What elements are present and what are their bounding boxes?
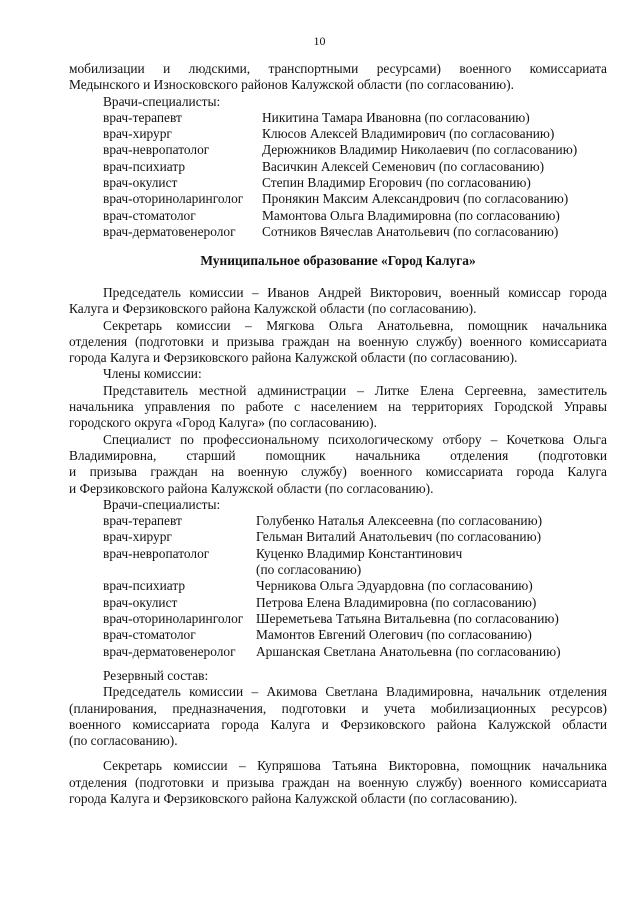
doctor-name: Степин Владимир Егорович (по согласованию) xyxy=(262,175,531,191)
doctor-name: Сотников Вячеслав Анатольевич (по согласованию) xyxy=(262,223,559,239)
list-item xyxy=(103,142,607,158)
doctor-role: врач-невропатолог xyxy=(103,142,210,158)
representative-line-1: Представитель местной администрации – Литке Елена Сергеевна, заместитель xyxy=(103,382,607,398)
doctor-role: врач-терапевт xyxy=(103,109,182,125)
doctor-role: врач-стоматолог xyxy=(103,207,196,223)
doctor-name: Куценко Владимир Константинович xyxy=(256,545,463,561)
list-item xyxy=(103,208,607,224)
reserve-chairman-line-4: (по согласованию). xyxy=(69,733,178,749)
reserve-section xyxy=(69,668,607,807)
doctor-role: врач-психиатр xyxy=(103,158,186,174)
list-item xyxy=(103,546,607,562)
page-number: 10 xyxy=(313,34,326,48)
representative-line-2: начальника управления по работе с населением на территориях Городской Управы xyxy=(69,399,607,415)
specialist-line-3: и призыва граждан на военную службу) военного комиссариата города Калуга xyxy=(69,464,607,480)
list-item xyxy=(103,644,607,660)
doctor-name: Васичкин Алексей Семенович (по согласованию) xyxy=(262,158,545,174)
members-title: Члены комиссии: xyxy=(103,366,202,382)
doctor-name: Клюсов Алексей Владимирович (по согласованию) xyxy=(262,126,555,142)
doctor-role: врач-окулист xyxy=(103,175,178,191)
chairman-line-2: Калуга и Ферзиковского района Калужской области (по согласованию). xyxy=(69,301,477,317)
intro-line-2: Медынского и Износковского районов Калужской области (по согласованию). xyxy=(69,77,514,93)
reserve-chairman-line-1: Председатель комиссии – Акимова Светлана Владимировна, начальник отделения xyxy=(103,684,607,700)
chairman-line-1: Председатель комиссии – Иванов Андрей Викторович, военный комиссар города xyxy=(103,285,607,300)
list-item xyxy=(103,159,607,175)
doctor-role: врач-терапевт xyxy=(103,513,182,529)
secretary-line-1: Секретарь комиссии – Мягкова Ольга Анатольевна, помощник начальника xyxy=(103,317,607,333)
doctor-role: врач-окулист xyxy=(103,594,178,610)
doctor-name-continuation: (по согласованию) xyxy=(256,562,362,578)
doctors2-title: Врачи-специалисты: xyxy=(103,496,221,512)
specialist-line-2: Владимировна, старший помощник начальника отделения (подготовки xyxy=(69,447,607,463)
doctor-role: врач-дерматовенеролог xyxy=(103,223,236,239)
list-item xyxy=(103,175,607,191)
doctor-role: врач-невропатолог xyxy=(103,545,210,561)
reserve-chairman-line-3: военного комиссариата города Калуга и Ферзиковского района Калужской области xyxy=(69,716,607,732)
doctor-name: Шереметьева Татьяна Витальевна (по согласованию) xyxy=(256,610,559,626)
specialist-line-1: Специалист по профессиональному психологическому отбору – Кочеткова Ольга xyxy=(103,431,607,447)
list-item xyxy=(103,595,607,611)
doctor-name: Аршанская Светлана Анатольевна (по согласованию) xyxy=(256,643,561,659)
doctors2-list xyxy=(69,513,607,660)
list-item xyxy=(103,627,607,643)
list-item xyxy=(103,529,607,545)
list-item xyxy=(103,110,607,126)
secretary-line-2: отделения (подготовки и призыва граждан на военную службу) военного комиссариата xyxy=(69,333,607,349)
doctor-name: Петрова Елена Владимировна (по согласованию) xyxy=(256,594,537,610)
doctor-role: врач-психиатр xyxy=(103,578,186,594)
reserve-secretary-line-1: Секретарь комиссии – Купряшова Татьяна Викторовна, помощник начальника xyxy=(103,758,607,774)
doctors1-list xyxy=(69,110,607,240)
doctor-role: врач-дерматовенеролог xyxy=(103,643,236,659)
list-item-continuation xyxy=(103,562,607,578)
list-item xyxy=(103,224,607,240)
list-item xyxy=(103,513,607,529)
list-item xyxy=(103,191,607,207)
doctor-role: врач-оториноларинголог xyxy=(103,191,244,207)
reserve-secretary-line-2: отделения (подготовки и призыва граждан на военную службу) военного комиссариата xyxy=(69,774,607,790)
list-item xyxy=(103,126,607,142)
doctor-name: Пронякин Максим Александрович (по согласованию) xyxy=(262,191,569,207)
doctor-role: врач-стоматолог xyxy=(103,627,196,643)
specialist-line-4: и Ферзиковского района Калужской области (по согласованию). xyxy=(69,480,434,496)
doctor-name: Мамонтов Евгений Олегович (по согласованию) xyxy=(256,627,532,643)
representative-line-3: городского округа «Город Калуга» (по согласованию). xyxy=(69,415,377,431)
doctor-name: Голубенко Наталья Алексеевна (по согласованию) xyxy=(256,513,543,529)
doctor-name: Гельман Виталий Анатольевич (по согласованию) xyxy=(256,529,542,545)
intro-line-1: мобилизации и людскими, транспортными ресурсами) военного комиссариата xyxy=(69,61,607,76)
section-heading: Муниципальное образование «Город Калуга» xyxy=(200,253,476,268)
doctor-name: Черникова Ольга Эдуардовна (по согласованию) xyxy=(256,578,533,594)
doctor-name: Дерюжников Владимир Николаевич (по согласованию) xyxy=(262,142,578,158)
intro-section xyxy=(69,61,607,240)
section-heading-wrap xyxy=(69,253,607,269)
reserve-chairman-line-2: (планирования, предназначения, подготовки и учета мобилизационных ресурсов) xyxy=(69,700,607,716)
doctor-name: Никитина Тамара Ивановна (по согласованию) xyxy=(262,109,530,125)
reserve-secretary-line-3: города Калуга и Ферзиковского района Калужской области (по согласованию). xyxy=(69,791,518,807)
secretary-line-3: города Калуга и Ферзиковского района Калужской области (по согласованию). xyxy=(69,350,518,366)
commission-section xyxy=(69,285,607,660)
doctor-role: врач-хирург xyxy=(103,529,172,545)
doctors1-title: Врачи-специалисты: xyxy=(103,93,221,109)
list-item xyxy=(103,578,607,594)
doctor-name: Мамонтова Ольга Владимировна (по согласованию) xyxy=(262,207,560,223)
reserve-title: Резервный состав: xyxy=(103,668,209,683)
list-item xyxy=(103,611,607,627)
doctor-role: врач-оториноларинголог xyxy=(103,610,244,626)
doctor-role: врач-хирург xyxy=(103,126,172,142)
